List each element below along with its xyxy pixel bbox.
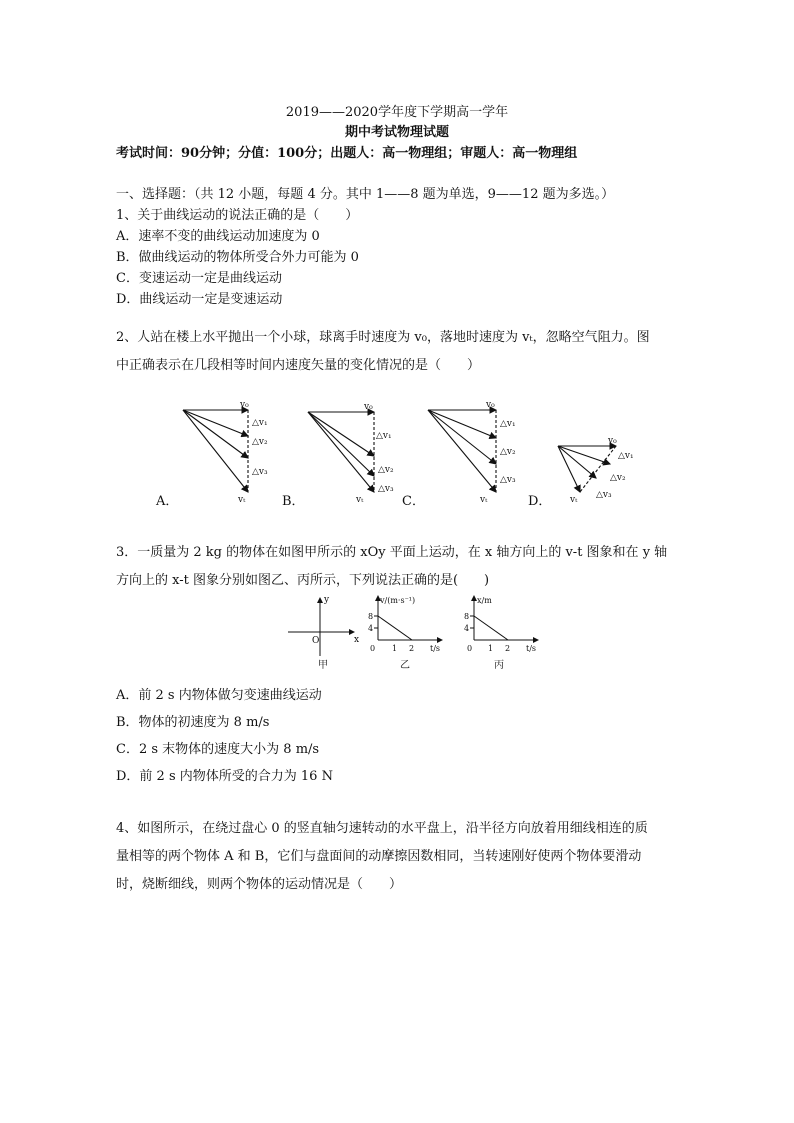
d-dv1-label: △v₁ — [618, 451, 634, 461]
q1-option-d: D．曲线运动一定是变速运动 — [116, 292, 283, 307]
q2-diagrams — [150, 398, 650, 513]
d-dv2-label: △v₂ — [610, 473, 626, 483]
section-heading: 一、选择题：（共 12 小题，每题 4 分。其中 1——8 题为单选，9——12 题为多选。） — [116, 187, 615, 202]
q4-line2: 量相等的两个物体 A 和 B，它们与盘面间的动摩擦因数相同，当转速刚好使两个物体要滑动 — [116, 849, 642, 864]
yi-ylabel: v/(m·s⁻¹) — [380, 596, 416, 605]
q3-stem-line2: 方向上的 x-t 图象分别如图乙、丙所示，下列说法正确的是( ) — [116, 573, 490, 588]
q3-option-a: A．前 2 s 内物体做匀变速曲线运动 — [116, 688, 322, 703]
bing-xlabel: t/s — [526, 644, 537, 653]
d-dv3-label: △v₃ — [596, 490, 612, 500]
a-dv1-label: △v₁ — [252, 418, 268, 428]
q3-option-c: C．2 s 末物体的速度大小为 8 m/s — [116, 742, 320, 757]
diagram-b — [308, 412, 374, 492]
q4-line3: 时，烧断细线，则两个物体的运动情况是（ ） — [116, 877, 403, 892]
jia-caption: 甲 — [318, 660, 328, 671]
a-vt-label: vₜ — [238, 495, 246, 505]
c-dv3-label: △v₃ — [500, 475, 516, 485]
q3-stem-line1: 3．一质量为 2 kg 的物体在如图甲所示的 xOy 平面上运动，在 x 轴方向上的 v-t 图象和在 y 轴 — [116, 545, 668, 560]
diagram-d — [558, 446, 616, 492]
bing-ylabel: x/m — [477, 596, 492, 605]
q3-option-b: B．物体的初速度为 8 m/s — [116, 715, 270, 730]
bing-xtick-1: 1 — [488, 644, 494, 653]
q2-option-b-label: B． — [282, 494, 305, 509]
q1-option-b: B．做曲线运动的物体所受合外力可能为 0 — [116, 250, 359, 265]
c-dv1-label: △v₁ — [500, 419, 516, 429]
q4-line1: 4、如图所示，在绕过盘心 0 的竖直轴匀速转动的水平盘上，沿半径方向放着用细线相连的质 — [116, 821, 648, 836]
bing-caption: 丙 — [494, 660, 504, 671]
yi-xtick-1: 1 — [392, 644, 398, 653]
jia-x-label: x — [354, 635, 360, 645]
exam-subtitle: 期中考试物理试题 — [344, 125, 449, 140]
yi-caption: 乙 — [400, 660, 410, 671]
q2-stem-line1: 2、人站在楼上水平抛出一个小球，球离手时速度为 v₀，落地时速度为 vₜ，忽略空气阻力。图 — [116, 330, 650, 345]
d-vt-label: vₜ — [570, 495, 578, 505]
b-dv3-label: △v₃ — [378, 484, 394, 494]
yi-ytick-4: 4 — [368, 624, 374, 633]
q3-option-d: D．前 2 s 内物体所受的合力为 16 N — [116, 769, 333, 784]
a-dv2-label: △v₂ — [252, 437, 268, 447]
q2-option-d-label: D． — [528, 494, 552, 509]
jia-origin-label: O — [312, 636, 320, 646]
b-dv2-label: △v₂ — [378, 465, 394, 475]
b-vt-label: vₜ — [356, 495, 364, 505]
yi-xtick-0: 0 — [370, 644, 376, 653]
yi-xtick-2: 2 — [409, 644, 415, 653]
graph-jia — [288, 598, 354, 656]
bing-ytick-4: 4 — [464, 624, 470, 633]
yi-xlabel: t/s — [430, 644, 441, 653]
b-v0-label: v₀ — [364, 402, 373, 412]
q3-graphs — [282, 592, 552, 674]
a-dv3-label: △v₃ — [252, 467, 268, 477]
c-v0-label: v₀ — [486, 400, 495, 410]
diagram-a — [183, 410, 248, 492]
q3-figure — [282, 592, 552, 674]
c-dv2-label: △v₂ — [500, 447, 516, 457]
q2-figure — [150, 398, 650, 513]
q2-option-a-label: A． — [156, 494, 179, 509]
q1-stem: 1、关于曲线运动的说法正确的是（ ） — [116, 208, 359, 223]
bing-xtick-2: 2 — [505, 644, 511, 653]
bing-xtick-0: 0 — [467, 644, 473, 653]
b-dv1-label: △v₁ — [376, 431, 392, 441]
a-v0-label: v₀ — [240, 400, 249, 410]
q1-option-a: A．速率不变的曲线运动加速度为 0 — [116, 229, 320, 244]
q2-option-c-label: C． — [402, 494, 425, 509]
d-v0-label: v₀ — [608, 436, 617, 446]
q2-stem-line2: 中正确表示在几段相等时间内速度矢量的变化情况的是（ ） — [116, 358, 481, 373]
c-vt-label: vₜ — [480, 495, 488, 505]
diagram-c — [428, 410, 496, 492]
exam-title: 2019——2020学年度下学期高一学年 — [285, 105, 509, 120]
yi-ytick-8: 8 — [368, 612, 374, 621]
q1-option-c: C．变速运动一定是曲线运动 — [116, 271, 282, 286]
exam-info: 考试时间：90分钟；分值：100分；出题人：高一物理组；审题人：高一物理组 — [116, 146, 578, 161]
bing-ytick-8: 8 — [464, 612, 470, 621]
jia-y-label: y — [324, 595, 330, 605]
